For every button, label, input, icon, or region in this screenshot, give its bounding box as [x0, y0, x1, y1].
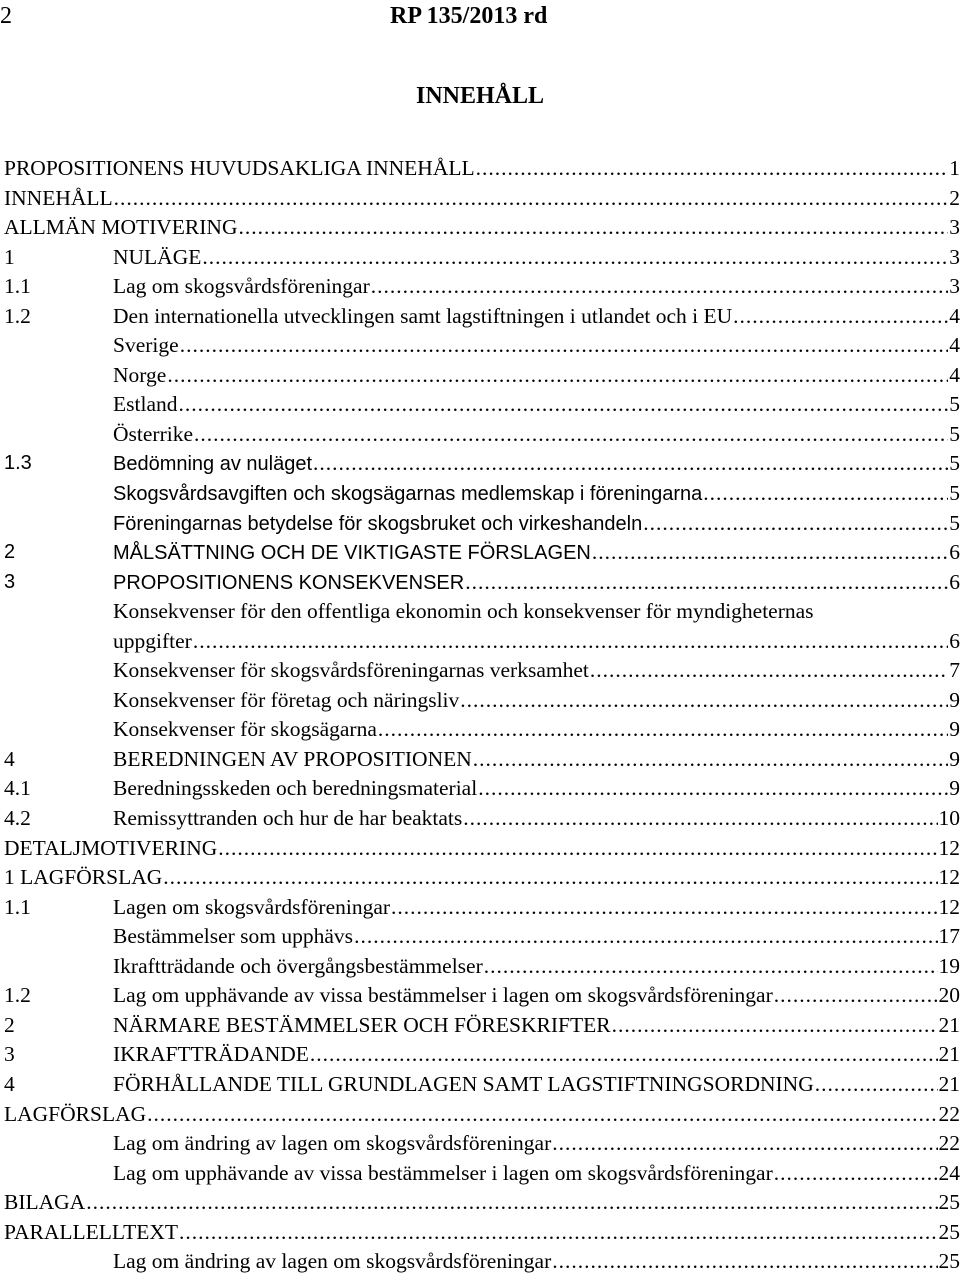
- toc-entry-page: 19: [939, 952, 960, 982]
- toc-entry-page: 5: [949, 509, 960, 539]
- toc-entry-number: 3: [4, 1040, 15, 1070]
- toc-entry-page: 22: [939, 1129, 960, 1159]
- toc-entry[interactable]: [0, 774, 960, 804]
- toc-entry-page: 4: [949, 331, 960, 361]
- toc-entry-line: [113, 243, 960, 273]
- toc-entry-number: 1.2: [4, 981, 31, 1011]
- dot-leader: [193, 627, 948, 657]
- toc-entry[interactable]: [0, 1247, 960, 1277]
- toc-entry-line: [113, 479, 960, 509]
- toc-entry-page: 2: [949, 184, 960, 214]
- toc-entry-number: 1.2: [4, 302, 31, 332]
- toc-entry-page: 5: [949, 479, 960, 509]
- toc-entry[interactable]: [0, 361, 960, 391]
- toc-entry-line: [113, 568, 960, 598]
- toc-entry-page: 10: [939, 804, 960, 834]
- dot-leader: [552, 1247, 937, 1277]
- toc-entry-page: 12: [939, 834, 960, 864]
- toc-entry-line: [113, 981, 960, 1011]
- toc-entry-page: 5: [949, 390, 960, 420]
- toc-entry-line: [113, 1070, 960, 1100]
- toc-entry-page: 4: [949, 302, 960, 332]
- toc-entry-line: [113, 302, 960, 332]
- dot-leader: [733, 302, 948, 332]
- toc-entry[interactable]: [0, 686, 960, 716]
- toc-entry[interactable]: [0, 1188, 960, 1218]
- toc-entry[interactable]: [0, 952, 960, 982]
- toc-entry-label-line1: Konsekvenser för den offentliga ekonomin och konsekvenser för myndigheternas: [113, 597, 814, 627]
- toc-entry-number: 1.1: [4, 272, 31, 302]
- toc-entry[interactable]: [0, 331, 960, 361]
- dot-leader: [774, 981, 938, 1011]
- toc-entry[interactable]: [0, 1070, 960, 1100]
- dot-leader: [465, 568, 948, 598]
- toc-entry-label: MÅLSÄTTNING OCH DE VIKTIGASTE FÖRSLAGEN: [113, 539, 591, 568]
- toc-entry[interactable]: [0, 390, 960, 420]
- toc-entry-page: 25: [939, 1188, 960, 1218]
- toc-entry-line: [113, 538, 960, 568]
- toc-entry-line: [113, 1159, 960, 1189]
- dot-leader: [643, 509, 948, 539]
- toc-entry-line: [113, 893, 960, 923]
- toc-entry[interactable]: [0, 449, 960, 479]
- dot-leader: [114, 184, 949, 214]
- dot-leader: [310, 1040, 938, 1070]
- toc-entry-line: [4, 213, 960, 243]
- toc-entry-label: BEREDNINGEN AV PROPOSITIONEN: [113, 745, 472, 775]
- toc-entry-page: 9: [949, 745, 960, 775]
- dot-leader: [590, 656, 948, 686]
- dot-leader: [354, 922, 937, 952]
- dot-leader: [86, 1188, 937, 1218]
- toc-entry-number: 4.2: [4, 804, 31, 834]
- dot-leader: [218, 834, 937, 864]
- toc-entry-label: IKRAFTTRÄDANDE: [113, 1040, 309, 1070]
- toc-entry-label: Beredningsskeden och beredningsmaterial: [113, 774, 477, 804]
- dot-leader: [194, 420, 948, 450]
- toc-entry-label: Österrike: [113, 420, 193, 450]
- toc-entry[interactable]: [0, 272, 960, 302]
- toc-entry-label: LAGFÖRSLAG: [4, 1100, 146, 1130]
- toc-entry-line: [113, 1247, 960, 1277]
- toc-entry-label: Norge: [113, 361, 166, 391]
- toc-entry-label: Lagen om skogsvårdsföreningar: [113, 893, 390, 923]
- toc-entry-line: [4, 1100, 960, 1130]
- dot-leader: [239, 213, 949, 243]
- toc-entry[interactable]: [0, 1011, 960, 1041]
- dot-leader: [478, 774, 948, 804]
- toc-entry-line: [4, 863, 960, 893]
- toc-entry-page: 24: [939, 1159, 960, 1189]
- toc-entry-page: 21: [939, 1011, 960, 1041]
- toc-entry-line: [4, 834, 960, 864]
- toc-entry-label: Ikraftträdande och övergångsbestämmelser: [113, 952, 483, 982]
- toc-entry-label: FÖRHÅLLANDE TILL GRUNDLAGEN SAMT LAGSTIFTNINGSORDNING: [113, 1070, 814, 1100]
- toc-entry-label: Konsekvenser för skogsvårdsföreningarnas verksamhet: [113, 656, 589, 686]
- toc-entry[interactable]: [0, 981, 960, 1011]
- toc-entry-page: 5: [949, 420, 960, 450]
- toc-entry-line: [4, 184, 960, 214]
- toc-entry-label: Remissyttranden och hur de har beaktats: [113, 804, 462, 834]
- toc-entry[interactable]: [0, 154, 960, 184]
- toc-entry-label: Sverige: [113, 331, 179, 361]
- toc-entry-line: [113, 272, 960, 302]
- toc-entry-page: 3: [949, 213, 960, 243]
- toc-entry-page: 25: [939, 1247, 960, 1277]
- toc-entry[interactable]: [0, 863, 960, 893]
- toc-entry-line: [113, 745, 960, 775]
- toc-entry-line: [113, 509, 960, 539]
- toc-entry[interactable]: [0, 1159, 960, 1189]
- toc-entry-number: 4: [4, 1070, 15, 1100]
- dot-leader: [179, 1218, 938, 1248]
- dot-leader: [484, 952, 938, 982]
- toc-entry-line: [113, 774, 960, 804]
- toc-entry-number: 3: [4, 568, 15, 598]
- toc-entry-line: [4, 1218, 960, 1248]
- toc-entry-page: 9: [949, 715, 960, 745]
- toc-entry[interactable]: [0, 804, 960, 834]
- toc-entry-label: PARALLELLTEXT: [4, 1218, 178, 1248]
- dot-leader: [391, 893, 937, 923]
- toc-entry-label: NÄRMARE BESTÄMMELSER OCH FÖRESKRIFTER: [113, 1011, 611, 1041]
- dot-leader: [147, 1100, 937, 1130]
- toc-entry-page: 6: [949, 627, 960, 657]
- toc-entry[interactable]: [0, 213, 960, 243]
- toc-entry[interactable]: [0, 893, 960, 923]
- toc-entry-line: [113, 952, 960, 982]
- toc-entry-page: 1: [949, 154, 960, 184]
- toc-entry[interactable]: [0, 243, 960, 273]
- toc-entry-label: DETALJMOTIVERING: [4, 834, 217, 864]
- dot-leader: [552, 1129, 937, 1159]
- toc-entry-line: [113, 420, 960, 450]
- toc-entry-label: ALLMÄN MOTIVERING: [4, 213, 238, 243]
- toc-entry-label: 1 LAGFÖRSLAG: [4, 863, 162, 893]
- toc-entry-line: [113, 361, 960, 391]
- toc-entry-line: [113, 1011, 960, 1041]
- toc-entry[interactable]: [0, 538, 960, 568]
- toc-entry-page: 3: [949, 272, 960, 302]
- toc-entry[interactable]: [0, 1040, 960, 1070]
- toc-entry-line: [113, 627, 960, 657]
- toc-entry-line: [113, 922, 960, 952]
- dot-leader: [703, 479, 948, 509]
- toc-entry-number: 2: [4, 538, 15, 568]
- toc-entry-page: 22: [939, 1100, 960, 1130]
- toc-entry-number: 1: [4, 243, 15, 273]
- dot-leader: [815, 1070, 938, 1100]
- toc-entry-label: Estland: [113, 390, 178, 420]
- toc-entry-page: 7: [949, 656, 960, 686]
- toc-entry-label: uppgifter: [113, 627, 192, 657]
- toc-title: INNEHÅLL: [416, 82, 544, 110]
- toc-entry-label: BILAGA: [4, 1188, 85, 1218]
- toc-entry-label: Skogsvårdsavgiften och skogsägarnas medlemskap i föreningarna: [113, 480, 702, 509]
- toc-entry-line: [113, 449, 960, 479]
- toc-entry-number: 1.1: [4, 893, 31, 923]
- toc-entry[interactable]: [0, 479, 960, 509]
- toc-entry-page: 21: [939, 1070, 960, 1100]
- toc-entry[interactable]: [0, 745, 960, 775]
- dot-leader: [313, 449, 948, 479]
- toc-entry-line: [4, 154, 960, 184]
- toc-entry-label: Lag om ändring av lagen om skogsvårdsföreningar: [113, 1129, 551, 1159]
- toc-entry-label: PROPOSITIONENS KONSEKVENSER: [113, 569, 464, 598]
- toc-entry-label: INNEHÅLL: [4, 184, 113, 214]
- toc-entry-page: 6: [949, 538, 960, 568]
- toc-entry-label: Lag om upphävande av vissa bestämmelser i lagen om skogsvårdsföreningar: [113, 1159, 773, 1189]
- toc-entry[interactable]: [0, 1100, 960, 1130]
- toc-entry-page: 20: [939, 981, 960, 1011]
- dot-leader: [378, 715, 948, 745]
- toc-entry-label: Lag om upphävande av vissa bestämmelser i lagen om skogsvårdsföreningar: [113, 981, 773, 1011]
- dot-leader: [473, 745, 948, 775]
- toc-entry-line: [113, 331, 960, 361]
- toc-entry-line: [4, 1188, 960, 1218]
- toc-entry[interactable]: [0, 509, 960, 539]
- toc-entry-number: 4.1: [4, 774, 31, 804]
- toc-entry-number: 4: [4, 745, 15, 775]
- table-of-contents: [0, 154, 960, 1277]
- dot-leader: [463, 804, 937, 834]
- page-number: 2: [0, 2, 12, 30]
- toc-entry-line: [113, 804, 960, 834]
- toc-entry[interactable]: [0, 302, 960, 332]
- toc-entry-line: [113, 390, 960, 420]
- toc-entry-line: [113, 1129, 960, 1159]
- toc-entry-label: Lag om skogsvårdsföreningar: [113, 272, 370, 302]
- toc-entry-label: Den internationella utvecklingen samt lagstiftningen i utlandet och i EU: [113, 302, 732, 332]
- toc-entry-label: Konsekvenser för skogsägarna: [113, 715, 377, 745]
- toc-entry-page: 5: [949, 449, 960, 479]
- toc-entry-number: 1.3: [4, 449, 32, 479]
- toc-entry[interactable]: [0, 834, 960, 864]
- toc-entry-page: 21: [939, 1040, 960, 1070]
- toc-entry-label: PROPOSITIONENS HUVUDSAKLIGA INNEHÅLL: [4, 154, 475, 184]
- toc-entry-page: 6: [949, 568, 960, 598]
- toc-entry-line: [113, 656, 960, 686]
- toc-entry[interactable]: [0, 1218, 960, 1248]
- toc-entry-page: 12: [939, 863, 960, 893]
- toc-entry-line: [113, 715, 960, 745]
- toc-entry[interactable]: [0, 184, 960, 214]
- document-id: RP 135/2013 rd: [390, 2, 547, 30]
- dot-leader: [179, 390, 949, 420]
- dot-leader: [202, 243, 948, 273]
- dot-leader: [167, 361, 948, 391]
- toc-entry[interactable]: [0, 715, 960, 745]
- toc-entry-label: NULÄGE: [113, 243, 201, 273]
- toc-entry[interactable]: [0, 420, 960, 450]
- dot-leader: [612, 1011, 938, 1041]
- dot-leader: [592, 538, 948, 568]
- toc-entry-line: [113, 686, 960, 716]
- dot-leader: [774, 1159, 938, 1189]
- toc-entry-label: Föreningarnas betydelse för skogsbruket och virkeshandeln: [113, 510, 642, 539]
- toc-entry-label: Bedömning av nuläget: [113, 450, 312, 479]
- toc-entry[interactable]: [0, 568, 960, 598]
- dot-leader: [476, 154, 949, 184]
- toc-entry[interactable]: [0, 1129, 960, 1159]
- toc-entry-page: 9: [949, 686, 960, 716]
- dot-leader: [163, 863, 937, 893]
- toc-entry-label: Lag om ändring av lagen om skogsvårdsföreningar: [113, 1247, 551, 1277]
- toc-entry-page: 17: [939, 922, 960, 952]
- toc-entry-label: Bestämmelser som upphävs: [113, 922, 353, 952]
- toc-entry[interactable]: [0, 922, 960, 952]
- toc-entry-label: Konsekvenser för företag och näringsliv: [113, 686, 459, 716]
- toc-entry-number: 2: [4, 1011, 15, 1041]
- toc-entry[interactable]: [0, 597, 960, 656]
- dot-leader: [180, 331, 949, 361]
- toc-entry-page: 12: [939, 893, 960, 923]
- toc-entry[interactable]: [0, 656, 960, 686]
- dot-leader: [371, 272, 949, 302]
- dot-leader: [460, 686, 948, 716]
- toc-entry-page: 9: [949, 774, 960, 804]
- toc-entry-line: [113, 1040, 960, 1070]
- toc-entry-page: 25: [939, 1218, 960, 1248]
- toc-entry-page: 4: [949, 361, 960, 391]
- toc-entry-page: 3: [949, 243, 960, 273]
